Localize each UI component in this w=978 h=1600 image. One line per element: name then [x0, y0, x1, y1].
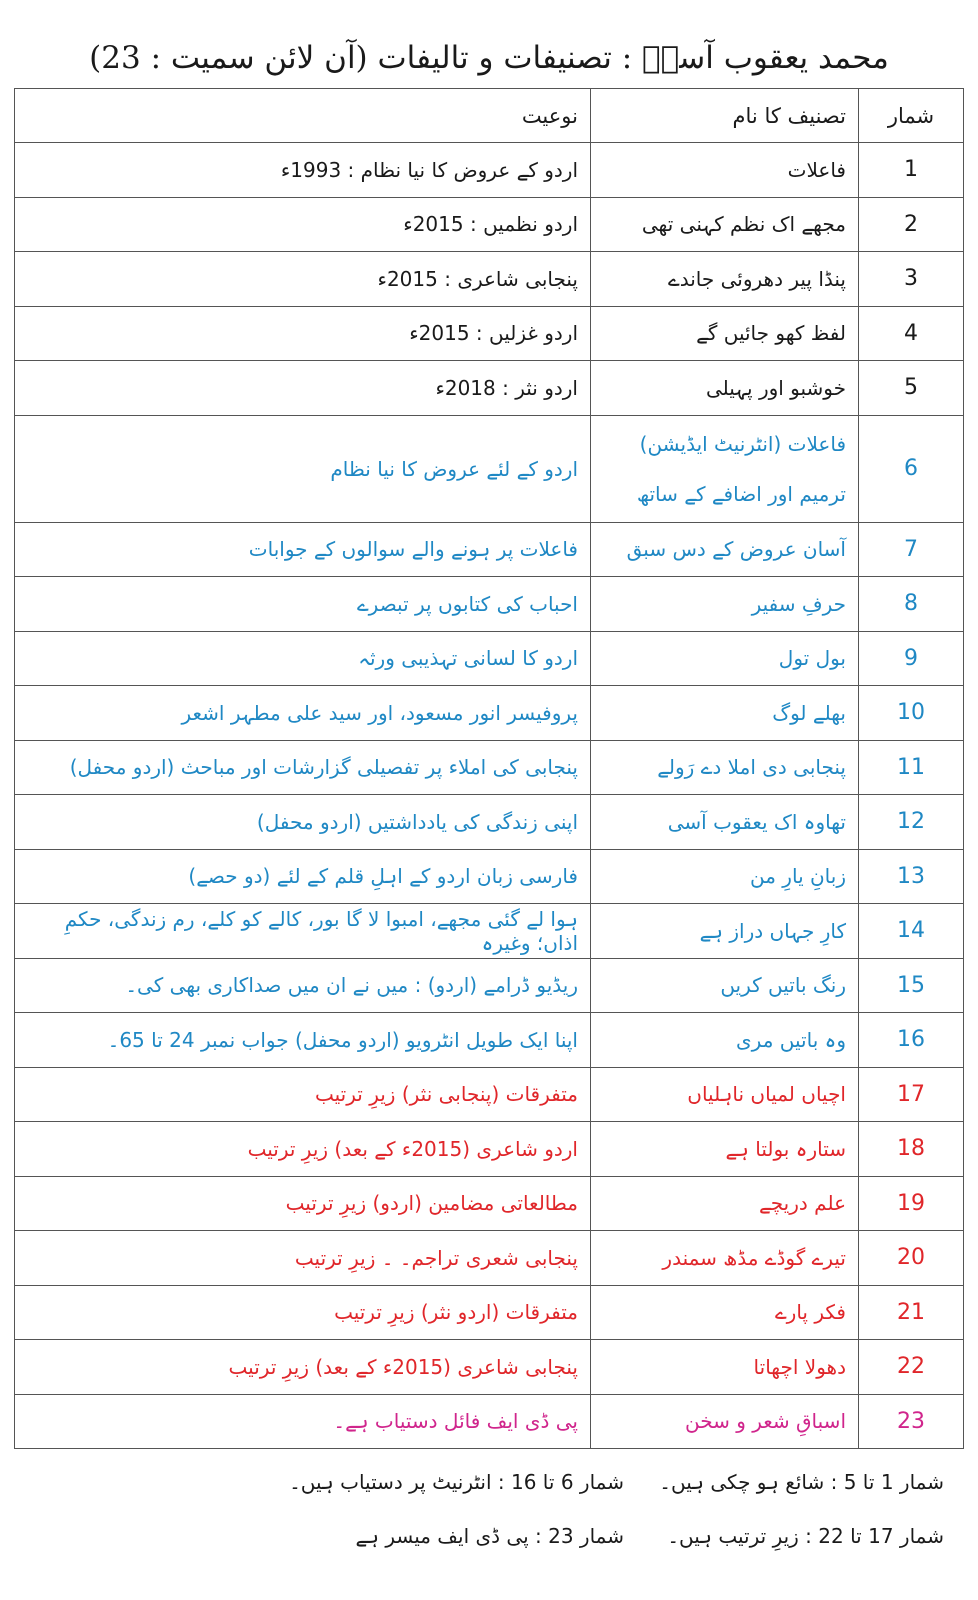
work-type: اردو غزلیں : 2015ء	[15, 306, 591, 361]
table-row	[15, 740, 964, 795]
row-number: 7	[859, 522, 964, 577]
row-number: 10	[859, 686, 964, 741]
row-number: 13	[859, 849, 964, 904]
work-name: علم دریچے	[591, 1176, 859, 1231]
work-name: زبانِ یارِ من	[591, 849, 859, 904]
work-name: ستارہ بولتا ہے	[591, 1122, 859, 1177]
work-name: وہ باتیں مری	[591, 1013, 859, 1068]
row-number: 12	[859, 795, 964, 850]
row-number: 17	[859, 1067, 964, 1122]
work-type: اردو نثر : 2018ء	[15, 361, 591, 416]
table-row	[15, 631, 964, 686]
header-number: شمار	[859, 89, 964, 143]
work-type: اپنی زندگی کی یادداشتیں (اردو محفل)	[15, 795, 591, 850]
row-number: 14	[859, 904, 964, 959]
work-type: پنجابی شعری تراجم۔ ۔ زیرِ ترتیب	[15, 1231, 591, 1286]
work-name: خوشبو اور پہیلی	[591, 361, 859, 416]
row-number: 5	[859, 361, 964, 416]
row-number: 9	[859, 631, 964, 686]
work-name: حرفِ سفیر	[591, 577, 859, 632]
work-name: بھلے لوگ	[591, 686, 859, 741]
row-number: 15	[859, 958, 964, 1013]
table-row	[15, 577, 964, 632]
table-row	[15, 252, 964, 307]
work-name: اسباقِ شعر و سخن	[591, 1394, 859, 1449]
work-name: آسان عروض کے دس سبق	[591, 522, 859, 577]
row-number: 19	[859, 1176, 964, 1231]
work-name: بول تول	[591, 631, 859, 686]
table-row	[15, 795, 964, 850]
table-row	[15, 306, 964, 361]
row-number: 4	[859, 306, 964, 361]
work-type: ہوا لے گئی مجھے، امبوا لا گا بور، کالے کو کلے، رم زندگی، حکمِ اذاں؛ وغیرہ	[15, 904, 591, 959]
work-type: احباب کی کتابوں پر تبصرے	[15, 577, 591, 632]
work-type: اردو کا لسانی تہذیبی ورثہ	[15, 631, 591, 686]
table-row	[15, 1285, 964, 1340]
note-pdf: شمار 23 : پی ڈی ایف میسر ہے	[355, 1524, 624, 1548]
row-number: 20	[859, 1231, 964, 1286]
work-name: پنڈا پیر دھروئی جاندے	[591, 252, 859, 307]
table-row	[15, 686, 964, 741]
row-number: 16	[859, 1013, 964, 1068]
page-title: محمد یعقوب آسیؔ : تصنیفات و تالیفات (آن لائن سمیت : 23)	[89, 40, 889, 76]
row-number: 18	[859, 1122, 964, 1177]
table-header-row	[15, 89, 964, 143]
table-row	[15, 1231, 964, 1286]
work-name: مجھے اک نظم کہنی تھی	[591, 197, 859, 252]
table-row	[15, 361, 964, 416]
row-number: 6	[859, 415, 964, 522]
work-type: فارسی زبان اردو کے اہلِ قلم کے لئے (دو حصے)	[15, 849, 591, 904]
work-type: مطالعاتی مضامین (اردو) زیرِ ترتیب	[15, 1176, 591, 1231]
work-type: ریڈیو ڈرامے (اردو) : میں نے ان میں صداکاری بھی کی۔	[15, 958, 591, 1013]
row-number: 22	[859, 1340, 964, 1395]
table-row	[15, 415, 964, 522]
work-type: متفرقات (اردو نثر) زیرِ ترتیب	[15, 1285, 591, 1340]
work-type: پنجابی شاعری (2015ء کے بعد) زیرِ ترتیب	[15, 1340, 591, 1395]
row-number: 21	[859, 1285, 964, 1340]
work-name: رنگ باتیں کریں	[591, 958, 859, 1013]
work-name: اچیاں لمیاں ناہلیاں	[591, 1067, 859, 1122]
works-table	[14, 88, 964, 1449]
table-row	[15, 1013, 964, 1068]
table-row	[15, 1340, 964, 1395]
work-type: پنجابی شاعری : 2015ء	[15, 252, 591, 307]
work-type: اردو شاعری (2015ء کے بعد) زیرِ ترتیب	[15, 1122, 591, 1177]
table-row	[15, 1122, 964, 1177]
header-name: تصنیف کا نام	[591, 89, 859, 143]
row-number: 11	[859, 740, 964, 795]
table-row	[15, 849, 964, 904]
row-number: 2	[859, 197, 964, 252]
work-name: تیرے گوڈے مڈھ سمندر	[591, 1231, 859, 1286]
work-name: لفظ کھو جائیں گے	[591, 306, 859, 361]
work-type: اردو نظمیں : 2015ء	[15, 197, 591, 252]
work-name: فاعلات (انٹرنیٹ ایڈیشن) ترمیم اور اضافے کے ساتھ	[591, 415, 859, 522]
note-online: شمار 6 تا 16 : انٹرنیٹ پر دستیاب ہیں۔	[289, 1470, 624, 1494]
table-row	[15, 197, 964, 252]
note-in-progress: شمار 17 تا 22 : زیرِ ترتیب ہیں۔	[667, 1524, 944, 1548]
table-row	[15, 1067, 964, 1122]
work-type: پنجابی کی املاء پر تفصیلی گزارشات اور مباحث (اردو محفل)	[15, 740, 591, 795]
work-type: پروفیسر انور مسعود، اور سید علی مطہر اشعر	[15, 686, 591, 741]
row-number: 8	[859, 577, 964, 632]
header-type: نوعیت	[15, 89, 591, 143]
table-row	[15, 522, 964, 577]
table-row	[15, 904, 964, 959]
table-row	[15, 1176, 964, 1231]
work-type: اردو کے لئے عروض کا نیا نظام	[15, 415, 591, 522]
work-type: پی ڈی ایف فائل دستیاب ہے۔	[15, 1394, 591, 1449]
work-name: دھولا اچھاتا	[591, 1340, 859, 1395]
note-published: شمار 1 تا 5 : شائع ہو چکی ہیں۔	[659, 1470, 944, 1494]
work-name: پنجابی دی املا دے رَولے	[591, 740, 859, 795]
row-number: 3	[859, 252, 964, 307]
work-name: فکر پارے	[591, 1285, 859, 1340]
work-type: اپنا ایک طویل انٹرویو (اردو محفل) جواب نمبر 24 تا 65۔	[15, 1013, 591, 1068]
row-number: 23	[859, 1394, 964, 1449]
table-row	[15, 143, 964, 198]
row-number: 1	[859, 143, 964, 198]
work-type: متفرقات (پنجابی نثر) زیرِ ترتیب	[15, 1067, 591, 1122]
work-type: فاعلات پر ہونے والے سوالوں کے جوابات	[15, 522, 591, 577]
work-type: اردو کے عروض کا نیا نظام : 1993ء	[15, 143, 591, 198]
footer-notes	[14, 1452, 964, 1592]
table-row	[15, 958, 964, 1013]
work-name: کارِ جہاں دراز ہے	[591, 904, 859, 959]
work-name: تھاوہ اک یعقوب آسی	[591, 795, 859, 850]
table-row	[15, 1394, 964, 1449]
work-name: فاعلات	[591, 143, 859, 198]
